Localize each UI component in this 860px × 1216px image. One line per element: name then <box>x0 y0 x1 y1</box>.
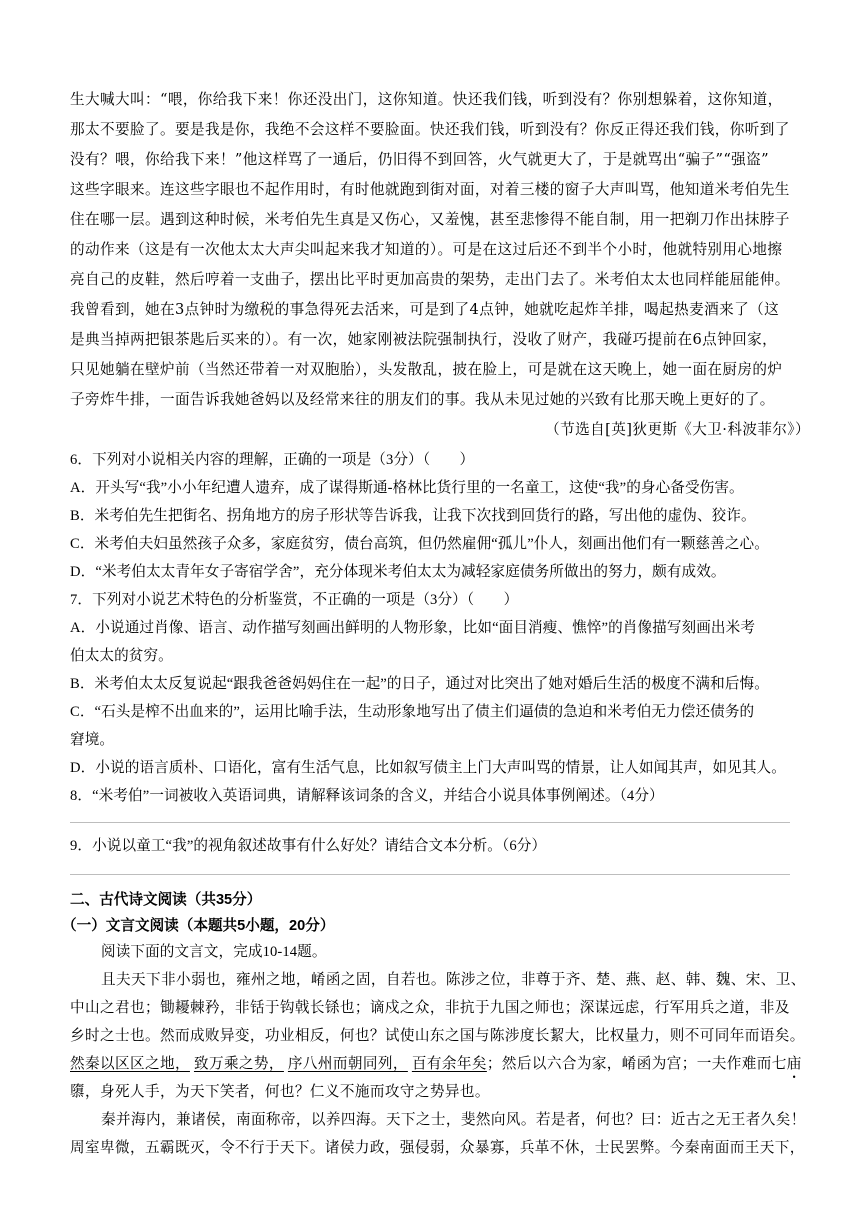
option-d: D．“米考伯太太青年女子寄宿学舍”，充分体现米考伯太太为减轻家庭债务所做出的努力，颇有成效。 <box>70 564 726 580</box>
text-line: 那太不要脸了。要是我是你，我绝不会这样不要脸面。快还我们钱，听到没有？你反正得还我们钱，你听到了 <box>70 121 790 138</box>
underlined-phrase: 序八州而朝同列， <box>287 1055 408 1072</box>
option-c: C．米考伯夫妇虽然孩子众多，家庭贫穷，债台高筑，但仍然雇佣“孤儿”仆人，刻画出他们有一颗慈善之心。 <box>70 536 769 552</box>
text-line: 没有？喂，你给我下来！”他这样骂了一通后，仍旧得不到回答，火气就更大了，于是就骂出“骗子”“强盗” <box>70 151 770 168</box>
source-citation: （节选自[英]狄更斯《大卫·科波菲尔》） <box>545 421 810 438</box>
emphasis-dot-char: 庙 <box>786 1055 802 1072</box>
question-8: 8．“米考伯”一词被收入英语词典，请解释该词条的含义，并结合小说具体事例阐述。（4分） <box>70 788 664 804</box>
question-stem: 7．下列对小说艺术特色的分析鉴赏，不正确的一项是（3分）（ ） <box>70 592 519 608</box>
section-title: 二、古代诗文阅读（共35分） <box>70 892 262 908</box>
option-b: B．米考伯太太反复说起“跟我爸爸妈妈住在一起”的日子，通过对比突出了她对婚后生活的极度不满和后悔。 <box>70 676 769 692</box>
underlined-phrase: 百有余年矣 <box>411 1055 487 1072</box>
text-line-underlined <box>70 1052 802 1073</box>
text-line: 周室卑微，五霸既灭，令不行于天下。诸侯力政，强侵弱，众暴寡，兵革不休，士民罢弊。今秦南面而王天下， <box>70 1139 805 1156</box>
question-stem: 6．下列对小说相关内容的理解，正确的一项是（3分）（ ） <box>70 452 475 468</box>
text-line: 且夫天下非小弱也，雍州之地，崤函之固，自若也。陈涉之位，非尊于齐、楚、燕、赵、韩、魏、宋、卫、 <box>101 971 806 988</box>
text-line: 只见她躺在壁炉前（当然还带着一对双胞胎），头发散乱，披在脸上，可是就在这天晚上，她一面在厨房的炉 <box>70 361 783 378</box>
option-d: D．小说的语言质朴、口语化，富有生活气息，比如叙写债主上门大声叫骂的情景，让人如闻其声，如见其人。 <box>70 760 786 776</box>
text-line: 中山之君也；锄耰棘矜，非铦于钩戟长铩也；谪戍之众，非抗于九国之师也；深谋远虑，行军用兵之道，非及 <box>70 999 790 1016</box>
option-b: B．米考伯先生把街名、拐角地方的房子形状等告诉我，让我下次找到回货行的路，写出他的虚伪、狡诈。 <box>70 508 756 524</box>
text-line: 亮自己的皮鞋，然后哼着一支曲子，摆出比平时更加高贵的架势，走出门去了。米考伯太太也同样能屈能伸。 <box>70 271 790 288</box>
text-line: 子旁炸牛排，一面告诉我她爸妈以及经常来往的朋友们的事。我从未见过她的兴致有比那天晚上更好的了。 <box>70 391 775 408</box>
option-a: A．开头写“我”小小年纪遭人遗弃，成了谋得斯通-格林比货行里的一名童工，这使“我”的身心备受伤害。 <box>70 480 744 496</box>
text-line: 住在哪一层。遇到这种时候，米考伯先生真是又伤心，又羞愧，甚至悲惨得不能自制，用一把剃刀作出抹脖子 <box>70 211 790 228</box>
answer-line[interactable] <box>70 822 790 823</box>
text-line: 乡时之士也。然而成败异变，功业相反，何也？试使山东之国与陈涉度长絜大，比权量力，则不可同年而语矣。 <box>70 1027 805 1044</box>
text-line: 的动作来（这是有一次他太太大声尖叫起来我才知道的）。可是在这过后还不到半个小时，他就特别用心地擦 <box>70 241 783 258</box>
subsection-title: （一）文言文阅读（本题共5小题，20分） <box>62 918 335 934</box>
text-fragment: ；然后以六合为家，崤函为宫；一夫作难而七 <box>486 1055 787 1072</box>
text-line: 是典当掉两把银茶匙后买来的）。有一次，她家刚被法院强制执行，没收了财产，我碰巧提前在6点钟回家， <box>70 331 778 348</box>
text-line: 隳，身死人手，为天下笑者，何也？仁义不施而攻守之势异也。 <box>70 1083 490 1100</box>
reading-instruction: 阅读下面的文言文，完成10-14题。 <box>101 944 327 960</box>
text-line: 秦并海内，兼诸侯，南面称帝，以养四海。天下之士，斐然向风。若是者，何也？曰：近古之无王者久矣！ <box>101 1111 806 1128</box>
option-a-cont: 伯太太的贫穷。 <box>70 648 173 664</box>
option-c: C．“石头是榨不出血来的”，运用比喻手法，生动形象地写出了债主们逼债的急迫和米考伯无力偿还债务的 <box>70 704 755 720</box>
underlined-phrase: 然秦以区区之地， <box>70 1055 190 1072</box>
question-9: 9．小说以童工“我”的视角叙述故事有什么好处？请结合文本分析。（6分） <box>70 838 547 854</box>
option-a: A．小说通过肖像、语言、动作描写刻画出鲜明的人物形象，比如“面目消瘦、憔悴”的肖像描写刻画出米考 <box>70 620 756 636</box>
text-line: 这些字眼来。连这些字眼也不起作用时，有时他就跑到街对面，对着三楼的窗子大声叫骂，他知道米考伯先生 <box>70 181 790 198</box>
option-c-cont: 窘境。 <box>70 732 115 748</box>
answer-line[interactable] <box>70 874 790 875</box>
text-line: 生大喊大叫：“喂，你给我下来！你还没出门，这你知道。快还我们钱，听到没有？你别想躲着，这你知道， <box>70 91 783 108</box>
text-line: 我曾看到，她在3点钟时为缴税的事急得死去活来，可是到了4点钟，她就吃起炸羊排，喝起热麦酒来了（这 <box>70 301 780 318</box>
underlined-phrase: 致万乘之势， <box>193 1055 284 1072</box>
